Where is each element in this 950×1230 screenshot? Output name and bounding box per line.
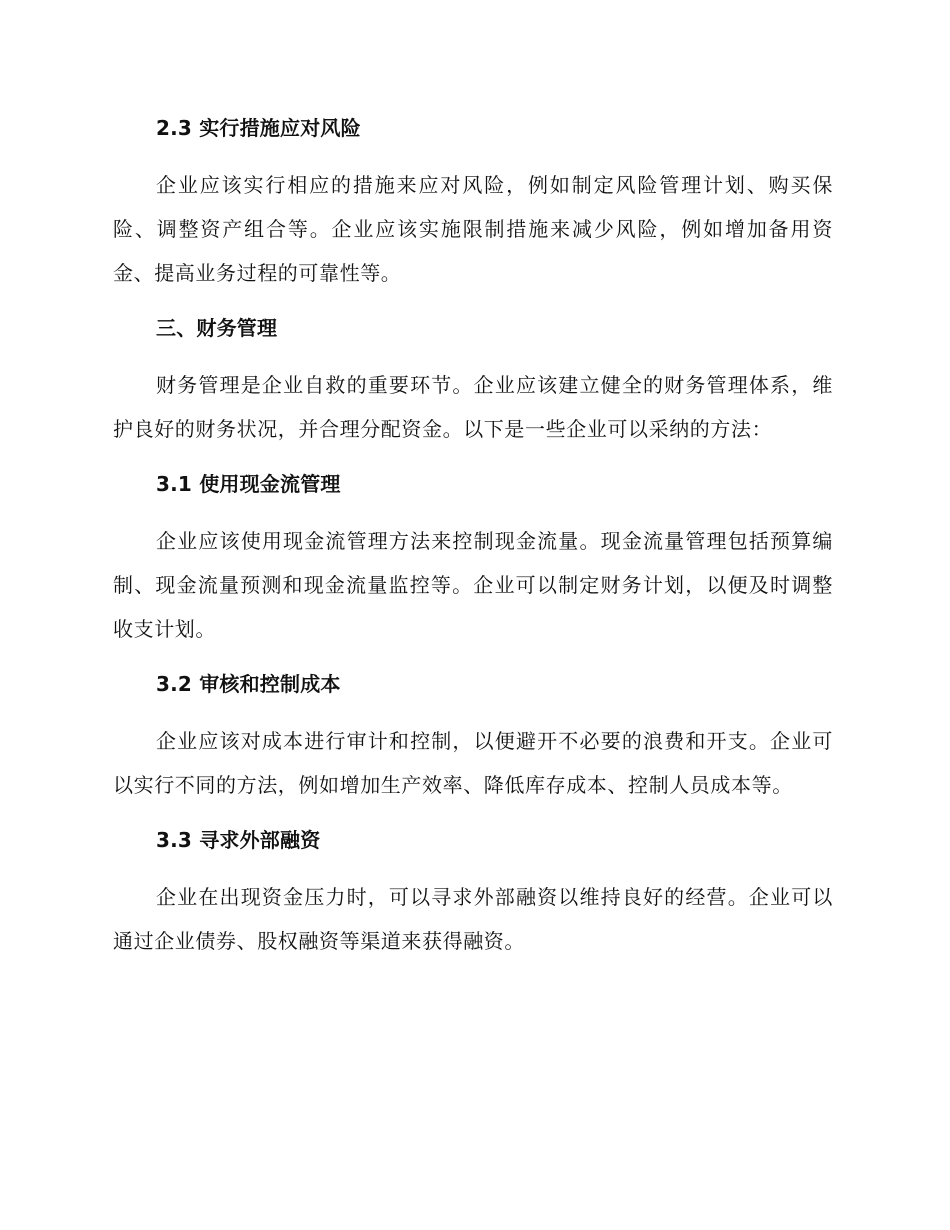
section-heading-3-3: 3.3 寻求外部融资: [156, 828, 321, 852]
section-paragraph-3-3: 企业在出现资金压力时，可以寻求外部融资以维持良好的经营。企业可以通过企业债券、股权融资等渠道来获得融资。: [113, 885, 833, 953]
section-heading-3: 三、财务管理: [156, 316, 278, 340]
document-body: [113, 112, 833, 963]
section-paragraph-3: 财务管理是企业自救的重要环节。企业应该建立健全的财务管理体系，维护良好的财务状况，并合理分配资金。以下是一些企业可以采纳的方法：: [113, 373, 833, 441]
section-heading-3-1: 3.1 使用现金流管理: [156, 472, 341, 496]
section-paragraph-2-3: 企业应该实行相应的措施来应对风险，例如制定风险管理计划、购买保险、调整资产组合等。企业应该实施限制措施来减少风险，例如增加备用资金、提高业务过程的可靠性等。: [113, 173, 833, 285]
section-heading-3-2: 3.2 审核和控制成本: [156, 672, 341, 696]
section-heading-2-3: 2.3 实行措施应对风险: [156, 116, 361, 140]
section-paragraph-3-2: 企业应该对成本进行审计和控制，以便避开不必要的浪费和开支。企业可以实行不同的方法，例如增加生产效率、降低库存成本、控制人员成本等。: [113, 729, 833, 797]
section-paragraph-3-1: 企业应该使用现金流管理方法来控制现金流量。现金流量管理包括预算编制、现金流量预测和现金流量监控等。企业可以制定财务计划，以便及时调整收支计划。: [113, 529, 833, 641]
